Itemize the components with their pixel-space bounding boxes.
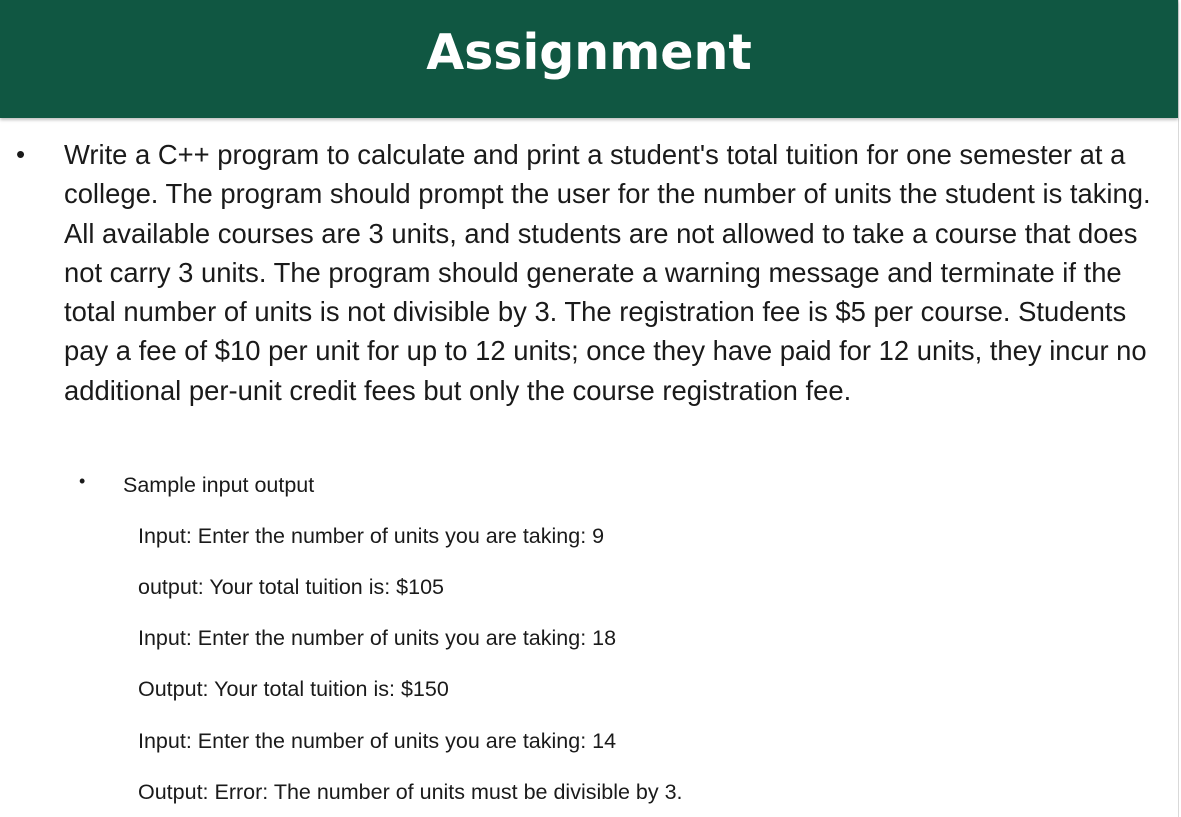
sample-line: output: Your total tuition is: $105: [138, 575, 445, 599]
sample-line: Input: Enter the number of units you are taking: 18: [138, 626, 617, 650]
assignment-description: Write a C++ program to calculate and print a student's total tuition for one semester at a college. The program should prompt the user for the number of units the student is taking. All available courses are 3 units, and students are not allowed to take a course that does not carry 3 units. The program should generate a warning message and terminate if the total number of units is not divisible by 3. The registration fee is $5 per course. Students pay a fee of $10 per unit for up to 12 units; once they have paid for 12 units, they incur no additional per-unit credit fees but only the course registration fee.: [64, 139, 1151, 406]
sub-bullet-icon: •: [79, 471, 86, 491]
sample-line: Input: Enter the number of units you are taking: 14: [138, 729, 617, 753]
sample-line: Output: Error: The number of units must be divisible by 3.: [138, 780, 683, 804]
sample-heading: Sample input output: [123, 473, 315, 497]
sample-line: Input: Enter the number of units you are taking: 9: [138, 524, 605, 548]
title-bar: [0, 0, 1178, 118]
main-bullet-icon: •: [16, 139, 26, 169]
sample-line: Output: Your total tuition is: $150: [138, 677, 449, 701]
slide-title: Assignment: [426, 24, 752, 81]
